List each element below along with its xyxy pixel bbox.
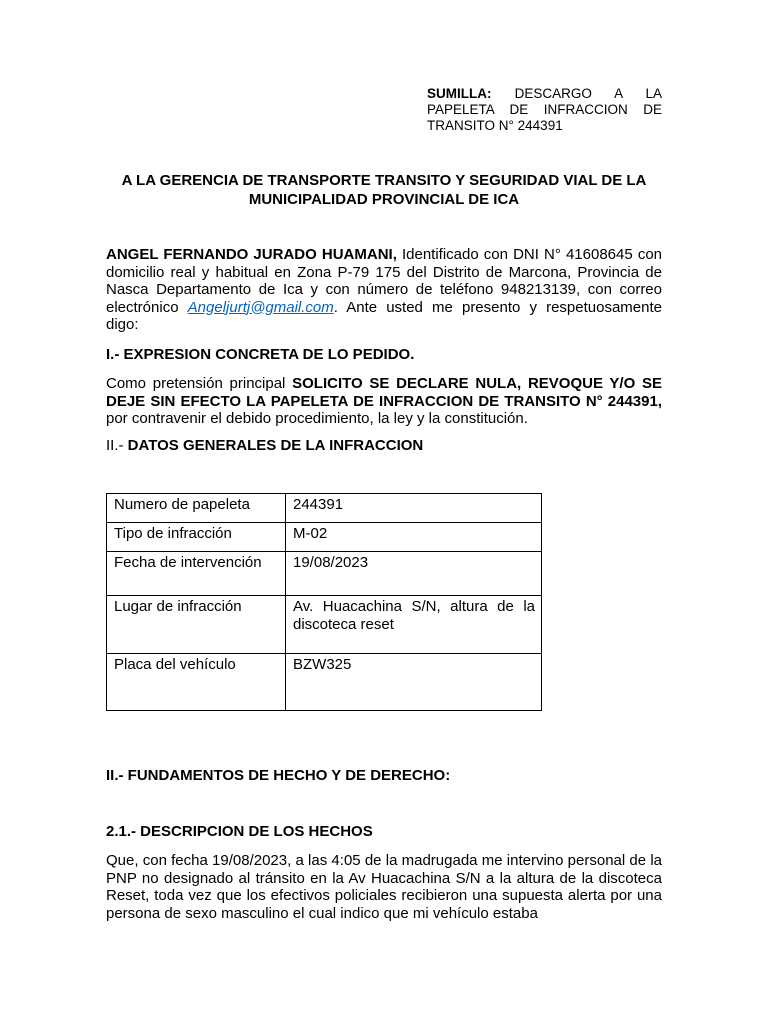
table-row <box>107 654 542 711</box>
table-cell-value: Av. Huacachina S/N, altura de la discoteca reset <box>286 596 542 654</box>
intro-text: Identificado con DNI N° 41608645 con domicilio real y habitual en Zona P-79 175 del Distrito de Marcona, Provincia de Nasca Departamento de Ica y con número de teléfono 948213139, con correo electrónico <box>106 246 662 316</box>
section-1-text-start: Como pretensión principal <box>106 375 293 392</box>
table-row <box>107 552 542 596</box>
table-cell-label: Tipo de infracción <box>107 523 286 552</box>
addressee-line-2: MUNICIPALIDAD PROVINCIAL DE ICA <box>248 191 520 208</box>
table-cell-label: Fecha de intervención <box>107 552 286 596</box>
table-row <box>107 523 542 552</box>
section-2-prefix: II.- <box>106 437 124 454</box>
table-cell-value: BZW325 <box>286 654 542 711</box>
email-link[interactable]: Angeljurtj@gmail.com <box>187 298 334 316</box>
intro-text-end: . Ante usted me presento y respetuosamente digo: <box>106 298 662 333</box>
addressee-line-1: A LA GERENCIA DE TRANSPORTE TRANSITO Y SEGURIDAD VIAL DE LA <box>121 172 647 189</box>
table-cell-label: Numero de papeleta <box>107 494 286 523</box>
section-1-request: SOLICITO SE DECLARE NULA, REVOQUE Y/O SE DEJE SIN EFECTO LA PAPELETA DE INFRACCION DE TRANSITO N° 244391, <box>106 375 662 410</box>
section-1-heading: I.- EXPRESION CONCRETA DE LO PEDIDO. <box>106 346 415 363</box>
intro-paragraph <box>106 246 662 334</box>
section-3-1-paragraph: Que, con fecha 19/08/2023, a las 4:05 de la madrugada me intervino personal de la PNP no designado al tránsito en la Av Huacachina S/N a la altura de la discoteca Reset, toda vez que los efectivos policiales recibieron una supuesta alerta por una persona de sexo masculino el cual indico que mi vehículo estaba <box>106 852 662 922</box>
addressee-heading <box>106 171 662 209</box>
table-row <box>107 494 542 523</box>
section-1-paragraph <box>106 375 662 428</box>
sumilla-block <box>427 86 662 134</box>
table-cell-label: Lugar de infracción <box>107 596 286 654</box>
section-3-1-heading: 2.1.- DESCRIPCION DE LOS HECHOS <box>106 823 373 840</box>
applicant-name: ANGEL FERNANDO JURADO HUAMANI, <box>106 246 397 263</box>
section-2-title: DATOS GENERALES DE LA INFRACCION <box>123 437 424 454</box>
table-row <box>107 596 542 654</box>
table-cell-value: M-02 <box>286 523 542 552</box>
infraction-data-table <box>106 493 542 711</box>
sumilla-text: DESCARGO A LA PAPELETA DE INFRACCION DE TRANSITO N° 244391 <box>427 86 662 133</box>
section-3-heading: II.- FUNDAMENTOS DE HECHO Y DE DERECHO: <box>106 767 451 784</box>
table-cell-label: Placa del vehículo <box>107 654 286 711</box>
table-cell-value: 19/08/2023 <box>286 552 542 596</box>
table-cell-value: 244391 <box>286 494 542 523</box>
sumilla-label: SUMILLA: <box>427 86 492 101</box>
section-2-heading <box>106 437 662 455</box>
section-1-text-end: por contravenir el debido procedimiento, la ley y la constitución. <box>106 410 528 427</box>
